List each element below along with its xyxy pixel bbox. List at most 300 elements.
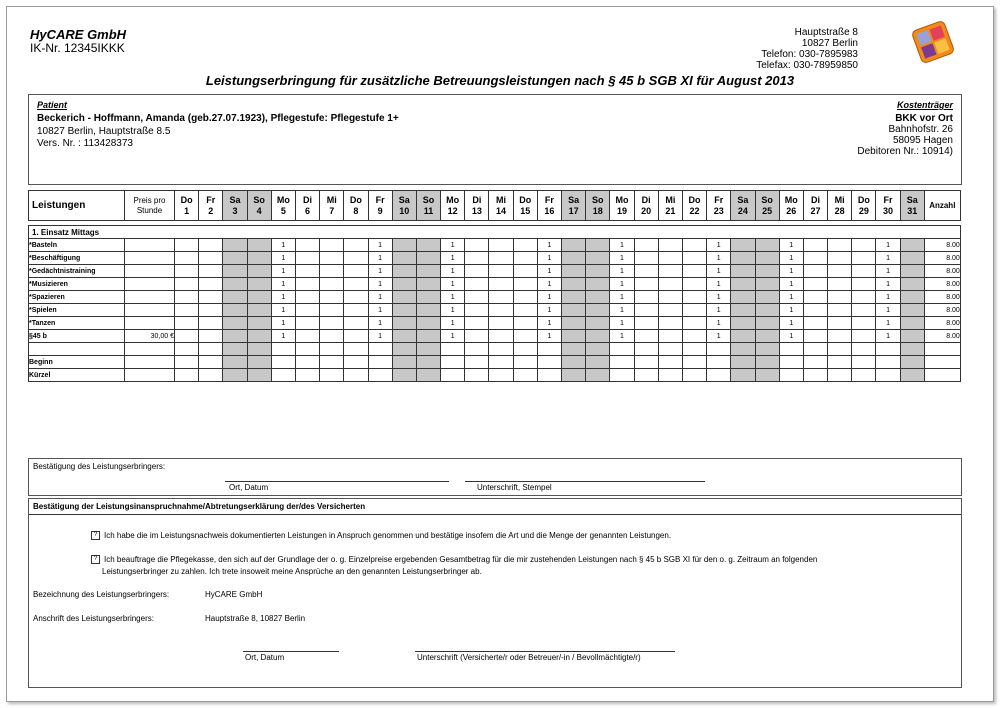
consent-statement-1: ? Ich habe die im Leistungsnachweis dokumentierten Leistungen in Anspruch genommen und bestätige insofem die Art und die Menge der genannten Leistungen. (91, 531, 671, 540)
day-cell (900, 317, 924, 330)
day-cell (416, 304, 440, 317)
day-cell: 1 (876, 330, 900, 343)
day-cell (344, 317, 368, 330)
day-cell (779, 343, 803, 356)
column-header-anzahl: Anzahl (924, 191, 960, 221)
day-cell: 1 (537, 239, 561, 252)
day-cell (199, 252, 223, 265)
day-cell (852, 291, 876, 304)
column-header-day: Fr 16 (537, 191, 561, 221)
day-cell (852, 304, 876, 317)
column-header-day: Do 1 (175, 191, 199, 221)
column-header-day: Sa 17 (562, 191, 586, 221)
day-cell (489, 343, 513, 356)
column-header-day: Fr 23 (707, 191, 731, 221)
day-cell (755, 291, 779, 304)
day-cell (199, 265, 223, 278)
day-cell: 1 (441, 265, 465, 278)
day-cell (247, 291, 271, 304)
day-cell (586, 369, 610, 382)
day-cell (586, 317, 610, 330)
day-cell (465, 239, 489, 252)
day-cell (199, 278, 223, 291)
day-cell: 1 (610, 291, 634, 304)
day-cell (828, 330, 852, 343)
day-cell (852, 369, 876, 382)
day-cell (731, 343, 755, 356)
day-cell: 1 (537, 265, 561, 278)
day-cell (223, 330, 247, 343)
day-cell (199, 343, 223, 356)
day-cell (537, 356, 561, 369)
day-cell (368, 343, 392, 356)
day-cell (731, 356, 755, 369)
day-cell (416, 291, 440, 304)
day-cell (199, 239, 223, 252)
day-cell (707, 369, 731, 382)
day-cell (320, 343, 344, 356)
day-cell (320, 304, 344, 317)
day-cell (634, 317, 658, 330)
day-cell: 1 (610, 265, 634, 278)
table-header-row (29, 191, 961, 221)
column-header-day: Di 20 (634, 191, 658, 221)
day-cell (344, 265, 368, 278)
column-header-day: Sa 3 (223, 191, 247, 221)
day-cell (465, 291, 489, 304)
table-row: Kürzel (29, 369, 961, 382)
day-cell (803, 356, 827, 369)
day-cell (441, 369, 465, 382)
day-cell: 1 (610, 239, 634, 252)
column-header-day: Mo 5 (271, 191, 295, 221)
day-cell: 1 (707, 278, 731, 291)
day-cell (562, 252, 586, 265)
day-cell: 1 (271, 265, 295, 278)
day-cell: 1 (876, 317, 900, 330)
day-cell (562, 343, 586, 356)
day-cell (489, 356, 513, 369)
day-cell (344, 252, 368, 265)
day-cell (803, 330, 827, 343)
day-cell (513, 291, 537, 304)
checkbox-icon[interactable]: ? (91, 531, 100, 540)
day-cell: 1 (271, 304, 295, 317)
kostentraeger-label: Kostenträger (896, 100, 953, 110)
services-table (28, 190, 961, 382)
day-cell (707, 343, 731, 356)
day-cell (562, 265, 586, 278)
day-cell (586, 252, 610, 265)
day-cell (295, 278, 319, 291)
company-name: HyCARE GmbH (30, 27, 127, 42)
day-cell (416, 239, 440, 252)
day-cell: 1 (610, 252, 634, 265)
day-cell (586, 265, 610, 278)
day-cell (828, 343, 852, 356)
day-cell: 1 (876, 252, 900, 265)
column-header-day: So 25 (755, 191, 779, 221)
day-cell (247, 304, 271, 317)
day-cell (852, 343, 876, 356)
day-cell: 1 (779, 291, 803, 304)
day-cell: 1 (441, 239, 465, 252)
insured-confirmation-box (28, 498, 962, 688)
day-cell (513, 265, 537, 278)
day-cell (682, 369, 706, 382)
day-cell (320, 252, 344, 265)
day-cell (803, 343, 827, 356)
day-cell (368, 369, 392, 382)
day-cell (803, 304, 827, 317)
day-cell (562, 356, 586, 369)
table-row: *Beschäftigung 1 1 1 1 1 1 1 1 8.00 (29, 252, 961, 265)
company-address: Hauptstraße 8 10827 Berlin Telefon: 030-7895983 Telefax: 030-78959850 (756, 27, 858, 71)
day-cell (562, 278, 586, 291)
patient-address: 10827 Berlin, Hauptstraße 8.5 (37, 126, 171, 137)
day-cell: 1 (707, 265, 731, 278)
day-cell (779, 369, 803, 382)
day-cell (344, 330, 368, 343)
day-cell (828, 369, 852, 382)
day-cell (803, 252, 827, 265)
document-title: Leistungserbringung für zusätzliche Betreuungsleistungen nach § 45 b SGB XI für August 2013 (205, 73, 795, 88)
day-cell: 1 (368, 278, 392, 291)
day-cell (199, 317, 223, 330)
day-cell: 1 (537, 252, 561, 265)
day-cell (755, 239, 779, 252)
day-cell (682, 304, 706, 317)
day-cell (320, 369, 344, 382)
day-cell (562, 317, 586, 330)
column-header-day: Do 29 (852, 191, 876, 221)
table-row: Beginn (29, 356, 961, 369)
day-cell (489, 304, 513, 317)
day-cell: 1 (876, 265, 900, 278)
day-cell (344, 343, 368, 356)
day-cell (223, 356, 247, 369)
company-logo-icon (910, 19, 956, 65)
day-cell: 1 (779, 252, 803, 265)
consent-statement-2-cont: Leistungserbringer zu zahlen. Ich trete insoweit meine Ansprüche an den genannten Leistungserbringer ab. (102, 567, 482, 576)
day-cell (392, 304, 416, 317)
day-cell (392, 278, 416, 291)
day-cell (175, 239, 199, 252)
day-cell (441, 356, 465, 369)
day-cell (634, 304, 658, 317)
day-cell (223, 343, 247, 356)
day-cell (175, 330, 199, 343)
day-cell (634, 356, 658, 369)
column-header-day: Fr 30 (876, 191, 900, 221)
day-cell: 1 (779, 239, 803, 252)
day-cell (803, 317, 827, 330)
day-cell: 1 (441, 304, 465, 317)
day-cell (755, 356, 779, 369)
insured-place-date-label: Ort, Datum (245, 653, 285, 662)
day-cell (634, 369, 658, 382)
day-cell: 1 (368, 317, 392, 330)
day-cell (223, 369, 247, 382)
table-row: *Musizieren 1 1 1 1 1 1 1 1 8.00 (29, 278, 961, 291)
day-cell (344, 278, 368, 291)
day-cell (828, 265, 852, 278)
column-header-day: So 11 (416, 191, 440, 221)
day-cell: 1 (610, 317, 634, 330)
day-cell (682, 265, 706, 278)
column-header-leistungen: Leistungen (29, 191, 125, 221)
column-header-day: Di 6 (295, 191, 319, 221)
insured-signature-line (415, 651, 675, 652)
day-cell (271, 356, 295, 369)
insured-confirmation-title: Bestätigung der Leistungsinanspruchnahme/Abtretungserklärung der/des Versicherten (33, 502, 366, 511)
day-cell (707, 356, 731, 369)
day-cell (392, 369, 416, 382)
day-cell (731, 278, 755, 291)
day-cell (658, 369, 682, 382)
day-cell (634, 239, 658, 252)
day-cell (416, 265, 440, 278)
day-cell (682, 291, 706, 304)
day-cell (852, 356, 876, 369)
day-cell (392, 291, 416, 304)
day-cell (199, 291, 223, 304)
day-cell (199, 330, 223, 343)
day-cell (247, 239, 271, 252)
day-cell: 1 (441, 291, 465, 304)
day-cell (755, 278, 779, 291)
provider-signature-label: Unterschrift, Stempel (477, 483, 552, 492)
day-cell: 1 (537, 278, 561, 291)
day-cell (876, 343, 900, 356)
day-cell: 1 (779, 278, 803, 291)
insured-place-date-line (243, 651, 339, 652)
day-cell (344, 304, 368, 317)
day-cell: 1 (610, 330, 634, 343)
day-cell (175, 304, 199, 317)
day-cell: 1 (707, 304, 731, 317)
day-cell (199, 356, 223, 369)
day-cell (344, 291, 368, 304)
day-cell (852, 278, 876, 291)
day-cell (900, 356, 924, 369)
consent-statement-2: ? Ich beauftrage die Pflegekasse, den sich auf der Grundlage der o. g. Einzelpreise ergebenden Gesamtbetrag für die mir zustehenden Leistungen nach § 45 b SGB XI für den o. g. Zeitraum an folgenden (91, 555, 817, 564)
day-cell (320, 265, 344, 278)
day-cell (223, 304, 247, 317)
day-cell (900, 278, 924, 291)
day-cell: 1 (779, 330, 803, 343)
day-cell (852, 265, 876, 278)
ik-number: IK-Nr. 12345IKKK (30, 41, 125, 55)
column-header-day: Di 27 (803, 191, 827, 221)
day-cell (852, 317, 876, 330)
day-cell (731, 265, 755, 278)
day-cell (658, 239, 682, 252)
column-header-day: Do 22 (682, 191, 706, 221)
day-cell (295, 330, 319, 343)
day-cell (489, 330, 513, 343)
day-cell: 1 (271, 317, 295, 330)
day-cell: 1 (876, 304, 900, 317)
day-cell (416, 317, 440, 330)
day-cell (513, 239, 537, 252)
day-cell (295, 369, 319, 382)
patient-insurance-number: Vers. Nr. : 113428373 (37, 138, 133, 149)
day-cell (803, 278, 827, 291)
day-cell (828, 356, 852, 369)
day-cell (658, 317, 682, 330)
day-cell (223, 265, 247, 278)
patient-name: Beckerich - Hoffmann, Amanda (geb.27.07.1923), Pflegestufe: Pflegestufe 1+ (37, 113, 399, 124)
day-cell (175, 291, 199, 304)
day-cell (828, 304, 852, 317)
day-cell: 1 (271, 278, 295, 291)
column-header-day: Mo 26 (779, 191, 803, 221)
day-cell (658, 304, 682, 317)
day-cell (586, 304, 610, 317)
day-cell (828, 239, 852, 252)
day-cell (586, 278, 610, 291)
day-cell (731, 291, 755, 304)
section-row: 1. Einsatz Mittags (29, 226, 961, 239)
day-cell (755, 369, 779, 382)
day-cell: 1 (876, 278, 900, 291)
day-cell: 1 (707, 252, 731, 265)
day-cell (779, 356, 803, 369)
day-cell (755, 330, 779, 343)
kostentraeger-details: BKK vor Ort Bahnhofstr. 26 58095 Hagen Debitoren Nr.: 10914) (857, 113, 953, 157)
table-row (29, 343, 961, 356)
day-cell (320, 356, 344, 369)
day-cell (562, 330, 586, 343)
insured-signature-label: Unterschrift (Versicherte/r oder Betreuer/-in / Bevollmächtigte/r) (417, 653, 641, 662)
day-cell (513, 330, 537, 343)
day-cell (586, 239, 610, 252)
day-cell (175, 356, 199, 369)
day-cell (828, 278, 852, 291)
day-cell (271, 343, 295, 356)
day-cell (803, 369, 827, 382)
day-cell (658, 278, 682, 291)
column-header-preis: Preis pro Stunde (125, 191, 175, 221)
column-header-day: Do 15 (513, 191, 537, 221)
day-cell (803, 265, 827, 278)
day-cell (803, 291, 827, 304)
table-row: *Spazieren 1 1 1 1 1 1 1 1 8.00 (29, 291, 961, 304)
day-cell (852, 252, 876, 265)
day-cell (755, 343, 779, 356)
day-cell (731, 369, 755, 382)
day-cell (247, 330, 271, 343)
day-cell (223, 239, 247, 252)
day-cell (682, 343, 706, 356)
table-row: *Spielen 1 1 1 1 1 1 1 1 8.00 (29, 304, 961, 317)
day-cell (755, 265, 779, 278)
day-cell (900, 304, 924, 317)
day-cell: 1 (610, 304, 634, 317)
column-header-day: Mo 12 (441, 191, 465, 221)
day-cell (513, 356, 537, 369)
day-cell (295, 291, 319, 304)
day-cell (658, 252, 682, 265)
day-cell (537, 369, 561, 382)
day-cell (416, 252, 440, 265)
checkbox-icon[interactable]: ? (91, 555, 100, 564)
day-cell (392, 252, 416, 265)
day-cell (392, 317, 416, 330)
day-cell (392, 343, 416, 356)
day-cell (513, 252, 537, 265)
day-cell (392, 356, 416, 369)
day-cell: 1 (707, 291, 731, 304)
day-cell (900, 252, 924, 265)
day-cell: 1 (441, 317, 465, 330)
day-cell (344, 369, 368, 382)
day-cell (731, 330, 755, 343)
day-cell (247, 265, 271, 278)
day-cell (247, 278, 271, 291)
day-cell (562, 369, 586, 382)
column-header-day: Mo 19 (610, 191, 634, 221)
day-cell (828, 317, 852, 330)
day-cell (900, 239, 924, 252)
day-cell (610, 343, 634, 356)
day-cell: 1 (441, 252, 465, 265)
day-cell (465, 356, 489, 369)
table-row: *Tanzen 1 1 1 1 1 1 1 1 8.00 (29, 317, 961, 330)
day-cell (489, 239, 513, 252)
day-cell (731, 317, 755, 330)
column-header-day: So 18 (586, 191, 610, 221)
day-cell (320, 239, 344, 252)
day-cell (682, 239, 706, 252)
day-cell (416, 356, 440, 369)
provider-address-value: Hauptstraße 8, 10827 Berlin (205, 614, 306, 623)
day-cell: 1 (441, 330, 465, 343)
day-cell: 1 (876, 239, 900, 252)
day-cell: 1 (707, 330, 731, 343)
day-cell (658, 265, 682, 278)
day-cell (392, 239, 416, 252)
day-cell (586, 330, 610, 343)
day-cell (489, 265, 513, 278)
day-cell (199, 304, 223, 317)
provider-place-date-line (225, 481, 449, 482)
day-cell: 1 (707, 317, 731, 330)
day-cell (465, 265, 489, 278)
day-cell (513, 278, 537, 291)
day-cell: 1 (441, 278, 465, 291)
day-cell: 1 (271, 291, 295, 304)
day-cell (562, 304, 586, 317)
day-cell (876, 356, 900, 369)
column-header-day: So 4 (247, 191, 271, 221)
day-cell (900, 343, 924, 356)
day-cell (634, 265, 658, 278)
day-cell (465, 369, 489, 382)
day-cell (489, 317, 513, 330)
day-cell (295, 239, 319, 252)
column-header-day: Do 8 (344, 191, 368, 221)
day-cell (223, 291, 247, 304)
day-cell (175, 369, 199, 382)
day-cell (513, 369, 537, 382)
day-cell (634, 278, 658, 291)
day-cell (465, 278, 489, 291)
day-cell (175, 278, 199, 291)
day-cell (489, 278, 513, 291)
day-cell (634, 291, 658, 304)
